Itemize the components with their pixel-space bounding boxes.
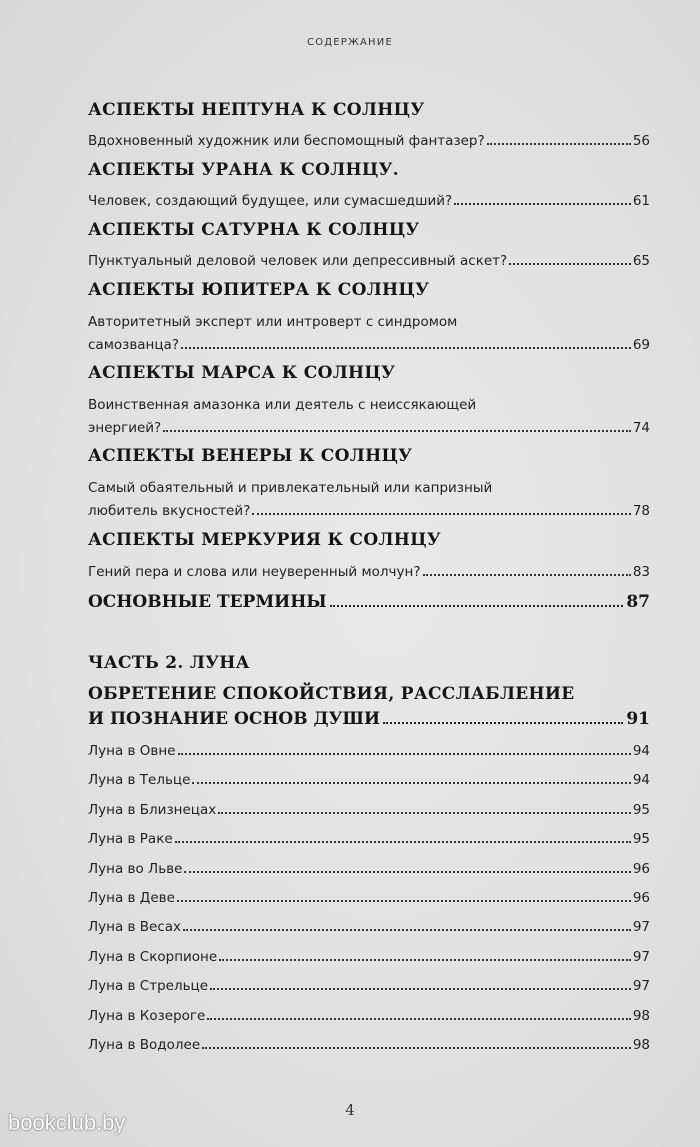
toc-entry[interactable] bbox=[88, 890, 650, 906]
entry-page: 95 bbox=[632, 831, 650, 847]
dot-leader bbox=[383, 720, 623, 724]
running-head: СОДЕРЖАНИЕ bbox=[307, 37, 393, 48]
dot-leader bbox=[509, 261, 631, 265]
part-heading-line1: ОБРЕТЕНИЕ СПОКОЙСТВИЯ, РАССЛАБЛЕНИЕ bbox=[88, 684, 575, 704]
toc-entry[interactable] bbox=[88, 420, 650, 436]
entry-title-line1: Самый обаятельный и привлекательный или капризный bbox=[88, 480, 493, 496]
dot-leader bbox=[177, 898, 631, 902]
entry-page: 97 bbox=[632, 949, 650, 965]
entry-title: Луна в Скорпионе bbox=[88, 949, 218, 965]
entry-title: Луна в Стрельце bbox=[88, 978, 209, 994]
dot-leader bbox=[192, 780, 630, 784]
entry-page: 96 bbox=[632, 861, 650, 877]
entry-page: 61 bbox=[632, 193, 650, 209]
toc-entry[interactable] bbox=[88, 1008, 650, 1024]
entry-title: Гений пера и слова или неуверенный молчун? bbox=[88, 564, 421, 580]
entry-page: 83 bbox=[632, 564, 650, 580]
section-heading: АСПЕКТЫ САТУРНА К СОЛНЦУ bbox=[88, 220, 420, 240]
toc-entry[interactable] bbox=[88, 978, 650, 994]
dot-leader bbox=[454, 201, 631, 205]
toc-entry[interactable] bbox=[88, 337, 650, 353]
section-heading: АСПЕКТЫ НЕПТУНА К СОЛНЦУ bbox=[88, 100, 425, 120]
entry-title: Вдохновенный художник или беспомощный фантазер? bbox=[88, 133, 485, 149]
entry-title: Луна в Деве bbox=[88, 890, 175, 906]
toc-entry-part-heading[interactable] bbox=[88, 709, 650, 729]
entry-page: 74 bbox=[632, 420, 650, 436]
page-number: 4 bbox=[345, 1101, 355, 1119]
toc-entry[interactable] bbox=[88, 861, 650, 877]
dot-leader bbox=[218, 810, 631, 814]
entry-page: 69 bbox=[632, 337, 650, 353]
dot-leader bbox=[178, 751, 631, 755]
dot-leader bbox=[330, 603, 624, 607]
entry-title: Луна в Весах bbox=[88, 919, 182, 935]
entry-title: Луна в Близнецах bbox=[88, 802, 217, 818]
toc-entry[interactable] bbox=[88, 133, 650, 149]
entry-title: Луна в Козероге bbox=[88, 1008, 206, 1024]
watermark: bookclub.by bbox=[8, 1110, 126, 1135]
section-heading: АСПЕКТЫ УРАНА К СОЛНЦУ. bbox=[88, 160, 399, 180]
entry-title: Луна в Водолее bbox=[88, 1037, 201, 1053]
section-heading: АСПЕКТЫ МАРСА К СОЛНЦУ bbox=[88, 363, 396, 383]
dot-leader bbox=[219, 957, 631, 961]
entry-title: Луна в Овне bbox=[88, 743, 176, 759]
entry-page: 56 bbox=[632, 133, 650, 149]
dot-leader bbox=[487, 141, 631, 145]
entry-page: 87 bbox=[626, 592, 650, 612]
toc-entry[interactable] bbox=[88, 1037, 650, 1053]
entry-title: Луна во Льве bbox=[88, 861, 183, 877]
dot-leader bbox=[181, 345, 631, 349]
toc-entry[interactable] bbox=[88, 802, 650, 818]
dot-leader bbox=[423, 572, 631, 576]
entry-title: самозванца? bbox=[88, 337, 179, 353]
entry-page: 78 bbox=[632, 503, 650, 519]
entry-title: ОСНОВНЫЕ ТЕРМИНЫ bbox=[88, 592, 327, 612]
entry-page: 97 bbox=[632, 919, 650, 935]
entry-page: 96 bbox=[632, 890, 650, 906]
toc-entry[interactable] bbox=[88, 193, 650, 209]
entry-title: любитель вкусностей? bbox=[88, 503, 251, 519]
entry-page: 97 bbox=[632, 978, 650, 994]
part-title: ЧАСТЬ 2. ЛУНА bbox=[88, 653, 250, 673]
entry-page: 98 bbox=[632, 1008, 650, 1024]
toc-entry[interactable] bbox=[88, 564, 650, 580]
entry-title: Человек, создающий будущее, или сумасшедший? bbox=[88, 193, 453, 209]
section-heading: АСПЕКТЫ ЮПИТЕРА К СОЛНЦУ bbox=[88, 280, 430, 300]
entry-title: Пунктуальный деловой человек или депрессивный аскет? bbox=[88, 253, 508, 269]
toc-entry[interactable] bbox=[88, 503, 650, 519]
dot-leader bbox=[210, 986, 631, 990]
entry-page: 91 bbox=[626, 709, 650, 729]
toc-entry[interactable] bbox=[88, 772, 650, 788]
dot-leader bbox=[207, 1016, 630, 1020]
dot-leader bbox=[252, 511, 631, 515]
entry-page: 98 bbox=[632, 1037, 650, 1053]
dot-leader bbox=[184, 869, 630, 873]
entry-title-line1: Авторитетный эксперт или интроверт с синдромом bbox=[88, 314, 458, 330]
toc-entry[interactable] bbox=[88, 919, 650, 935]
dot-leader bbox=[175, 839, 631, 843]
entry-title: Луна в Тельце bbox=[88, 772, 191, 788]
entry-title: Луна в Раке bbox=[88, 831, 173, 847]
section-heading: АСПЕКТЫ ВЕНЕРЫ К СОЛНЦУ bbox=[88, 446, 413, 466]
toc-entry-terms[interactable] bbox=[88, 592, 650, 612]
dot-leader bbox=[202, 1045, 631, 1049]
dot-leader bbox=[163, 428, 631, 432]
entry-page: 94 bbox=[632, 743, 650, 759]
entry-title-line1: Воинственная амазонка или деятель с неиссякающей bbox=[88, 397, 477, 413]
toc-entry[interactable] bbox=[88, 253, 650, 269]
section-heading: АСПЕКТЫ МЕРКУРИЯ К СОЛНЦУ bbox=[88, 530, 441, 550]
entry-page: 95 bbox=[632, 802, 650, 818]
toc-entry[interactable] bbox=[88, 831, 650, 847]
entry-title: энергией? bbox=[88, 420, 162, 436]
entry-title: И ПОЗНАНИЕ ОСНОВ ДУШИ bbox=[88, 709, 381, 729]
dot-leader bbox=[183, 927, 631, 931]
entry-page: 65 bbox=[632, 253, 650, 269]
toc-entry[interactable] bbox=[88, 949, 650, 965]
toc-entry[interactable] bbox=[88, 743, 650, 759]
entry-page: 94 bbox=[632, 772, 650, 788]
